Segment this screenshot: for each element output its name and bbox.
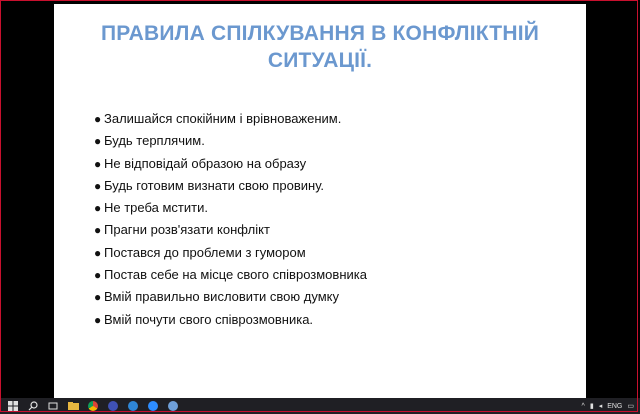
slide-title-line-2: СИТУАЦІЇ. [267,49,373,72]
list-item [94,130,367,152]
network-icon[interactable]: ▮ [589,403,594,410]
rule-text: Будь готовим визнати свою провину. [104,177,325,193]
list-item [94,153,367,175]
system-tray [582,402,640,410]
rule-text: Залишайся спокійним і врівноваженим. [104,111,342,126]
app-icon[interactable] [166,399,180,413]
bullet-icon: ● [94,156,102,171]
slide-title-line-1: ПРАВИЛА СПІЛКУВАННЯ В КОНФЛІКТНІЙ [100,22,540,45]
rule-text: Будь терплячим. [104,133,205,149]
zoom-icon[interactable] [146,399,160,413]
taskbar [0,398,640,414]
rule-text: Не відповідай образою на образу [104,155,307,171]
bullet-icon: ● [94,290,102,305]
list-item [94,175,367,197]
task-view-icon[interactable] [46,399,60,413]
slide-title [54,20,586,74]
list-item [94,197,367,219]
bullet-icon: ● [94,112,102,126]
rule-text: Вмій почути свого співрозмовника. [104,311,314,327]
edge-icon[interactable] [126,399,140,413]
list-item [94,219,367,241]
rule-text: Постався до проблеми з гумором [104,244,306,260]
bullet-icon: ● [94,245,102,260]
bullet-icon: ● [94,268,102,283]
rules-list [94,108,367,331]
volume-icon[interactable]: ◂ [598,403,603,410]
chevron-up-icon[interactable]: ^ [581,402,585,410]
video-icon[interactable] [106,399,120,413]
list-item [94,309,367,331]
rule-text: Вмій правильно висловити свою думку [104,289,339,305]
list-item [94,286,367,308]
notification-icon[interactable]: ▭ [627,403,634,410]
bullet-icon: ● [94,223,102,238]
windows-start-icon[interactable] [6,399,20,413]
list-item [94,264,367,286]
list-item [94,108,367,130]
bullet-icon: ● [94,134,102,149]
file-explorer-icon[interactable] [66,399,80,413]
rule-text: Постав себе на місце свого співрозмовника [104,267,367,283]
list-item [94,242,367,264]
presentation-slide [54,4,586,398]
bullet-icon: ● [94,201,102,216]
language-indicator[interactable]: ENG [607,402,623,410]
search-icon[interactable] [26,399,40,413]
bullet-icon: ● [94,312,102,327]
bullet-icon: ● [94,178,102,193]
chrome-icon[interactable] [86,399,100,413]
rule-text: Не треба мстити. [104,200,208,216]
rule-text: Прагни розв'язати конфлікт [104,222,270,238]
